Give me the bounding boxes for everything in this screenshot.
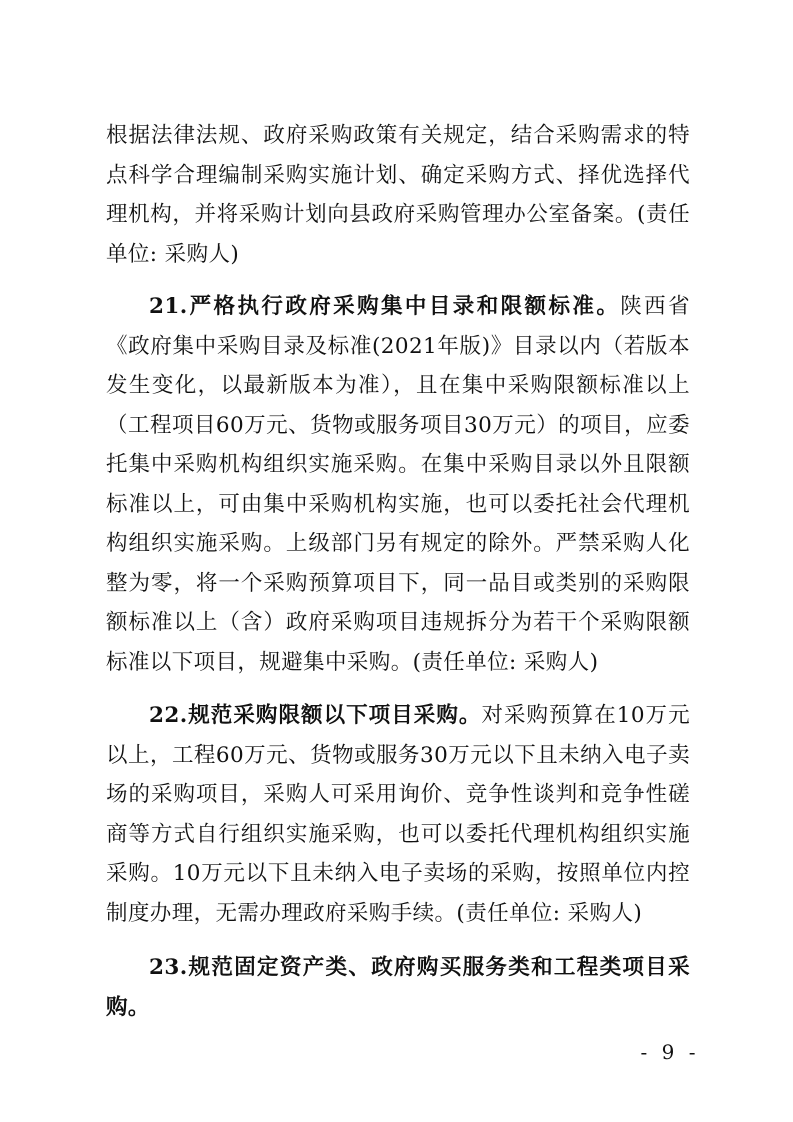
paragraph-heading: 22.规范采购限额以下项目采购。	[149, 703, 482, 728]
paragraph-23	[106, 948, 690, 1027]
paragraph-21	[106, 287, 690, 682]
paragraph-heading: 23.规范固定资产类、政府购买服务类和工程类项目采购。	[106, 955, 690, 1020]
paragraph-body: 陕西省《政府集中采购目录及标准(2021年版)》目录以内（若版本发生变化，以最新版本为准），且在集中采购限额标准以上（工程项目60万元、货物或服务项目30万元）的项目，应委托集中采购机构组织实施采购。在集中采购目录以外且限额标准以上，可由集中采购机构实施，也可以委托社会代理机构组织实施采购。上级部门另有规定的除外。严禁采购人化整为零，将一个采购预算项目下，同一品目或类别的采购限额标准以上（含）政府采购项目违规拆分为若干个采购限额标准以下项目，规避集中采购。(责任单位: 采购人)	[106, 294, 690, 675]
paragraph-text	[106, 696, 690, 933]
paragraph-22	[106, 696, 690, 933]
paragraph-text	[106, 948, 690, 1027]
page-number: - 9 -	[640, 1040, 700, 1064]
paragraph-heading: 21.严格执行政府采购集中目录和限额标准。	[149, 294, 621, 319]
paragraph-continuation	[106, 116, 690, 274]
paragraph-body: 对采购预算在10万元以上，工程60万元、货物或服务30万元以下且未纳入电子卖场的采购项目，采购人可采用询价、竞争性谈判和竞争性磋商等方式自行组织实施采购，也可以委托代理机构组织实施采购。10万元以下且未纳入电子卖场的采购，按照单位内控制度办理，无需办理政府采购手续。(责任单位: 采购人)	[106, 703, 691, 926]
paragraph-body: 根据法律法规、政府采购政策有关规定，结合采购需求的特点科学合理编制采购实施计划、确定采购方式、择优选择代理机构，并将采购计划向县政府采购管理办公室备案。(责任单位: 采购人)	[106, 123, 690, 267]
paragraph-text	[106, 287, 690, 682]
